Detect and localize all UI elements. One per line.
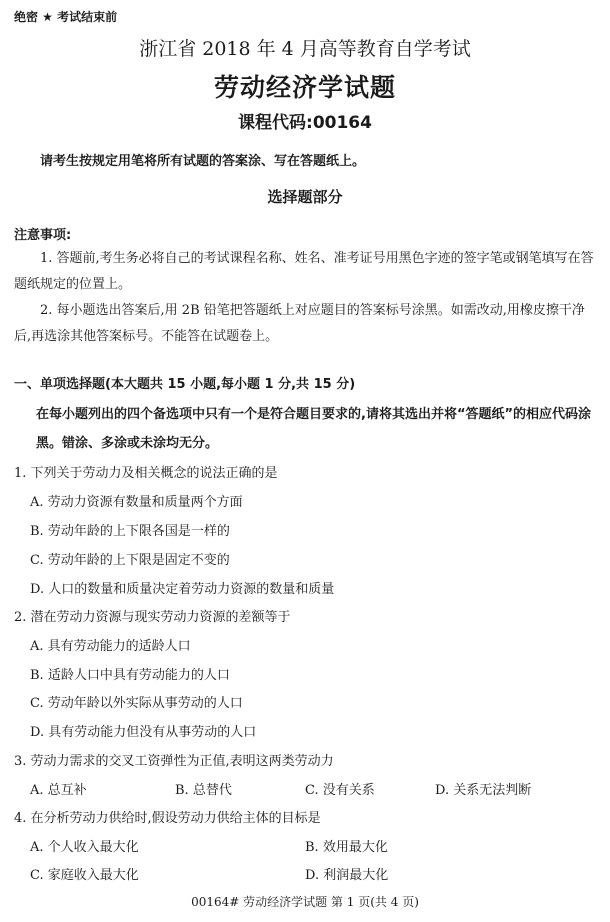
paper-title: 劳动经济学试题	[213, 73, 396, 102]
question-4-option-d: D. 利润最大化	[305, 868, 389, 883]
page-footer: 00164# 劳动经济学试题 第 1 页(共 4 页)	[191, 895, 419, 909]
notes-heading: 注意事项:	[14, 228, 72, 243]
part1-heading: 一、单项选择题(本大题共 15 小题,每小题 1 分,共 15 分)	[14, 377, 356, 392]
note-item-2	[14, 298, 596, 350]
question-4-option-b: B. 效用最大化	[305, 840, 388, 855]
question-2-option-c: C. 劳动年龄以外实际从事劳动的人口	[30, 696, 243, 711]
question-4: 4. 在分析劳动力供给时,假设劳动力供给主体的目标是	[14, 811, 321, 826]
secret-label: 绝密 ★ 考试结束前	[14, 10, 118, 24]
question-4-option-a: A. 个人收入最大化	[30, 840, 139, 855]
question-3-option-d: D. 关系无法判断	[435, 783, 532, 798]
question-3-option-c: C. 没有关系	[305, 783, 375, 798]
part1-instruction: 在每小题列出的四个备选项中只有一个是符合题目要求的,请将其选出并将“答题纸”的相应代码涂黑。错涂、多涂或未涂均无分。	[36, 407, 592, 451]
question-3-option-a: A. 总互补	[30, 783, 87, 798]
note-item-2-text: 2. 每小题选出答案后,用 2B 铅笔把答题纸上对应题目的答案标号涂黑。如需改动,用橡皮擦干净后,再选涂其他答案标号。不能答在试题卷上。	[14, 303, 585, 344]
answer-notice: 请考生按规定用笔将所有试题的答案涂、写在答题纸上。	[40, 154, 366, 169]
note-item-1	[14, 246, 596, 298]
section-title: 选择题部分	[267, 188, 343, 206]
question-2-option-a: A. 具有劳动能力的适龄人口	[30, 639, 191, 654]
course-code: 课程代码:00164	[238, 113, 372, 133]
question-2: 2. 潜在劳动力资源与现实劳动力资源的差额等于	[14, 610, 291, 625]
question-3: 3. 劳动力需求的交叉工资弹性为正值,表明这两类劳动力	[14, 754, 334, 769]
question-1: 1. 下列关于劳动力及相关概念的说法正确的是	[14, 466, 278, 481]
question-1-option-c: C. 劳动年龄的上下限是固定不变的	[30, 553, 230, 568]
question-3-option-b: B. 总替代	[175, 783, 232, 798]
question-1-option-a: A. 劳动力资源有数量和质量两个方面	[30, 495, 243, 510]
question-1-option-b: B. 劳动年龄的上下限各国是一样的	[30, 524, 230, 539]
question-1-option-d: D. 人口的数量和质量决定着劳动力资源的数量和质量	[30, 582, 335, 597]
question-2-option-d: D. 具有劳动能力但没有从事劳动的人口	[30, 725, 257, 740]
exam-title: 浙江省 2018 年 4 月高等教育自学考试	[139, 38, 471, 60]
note-item-1-text: 1. 答题前,考生务必将自己的考试课程名称、姓名、准考证号用黑色字迹的签字笔或钢笔填写在答题纸规定的位置上。	[14, 251, 594, 292]
question-4-option-c: C. 家庭收入最大化	[30, 868, 139, 883]
question-2-option-b: B. 适龄人口中具有劳动能力的人口	[30, 668, 230, 683]
